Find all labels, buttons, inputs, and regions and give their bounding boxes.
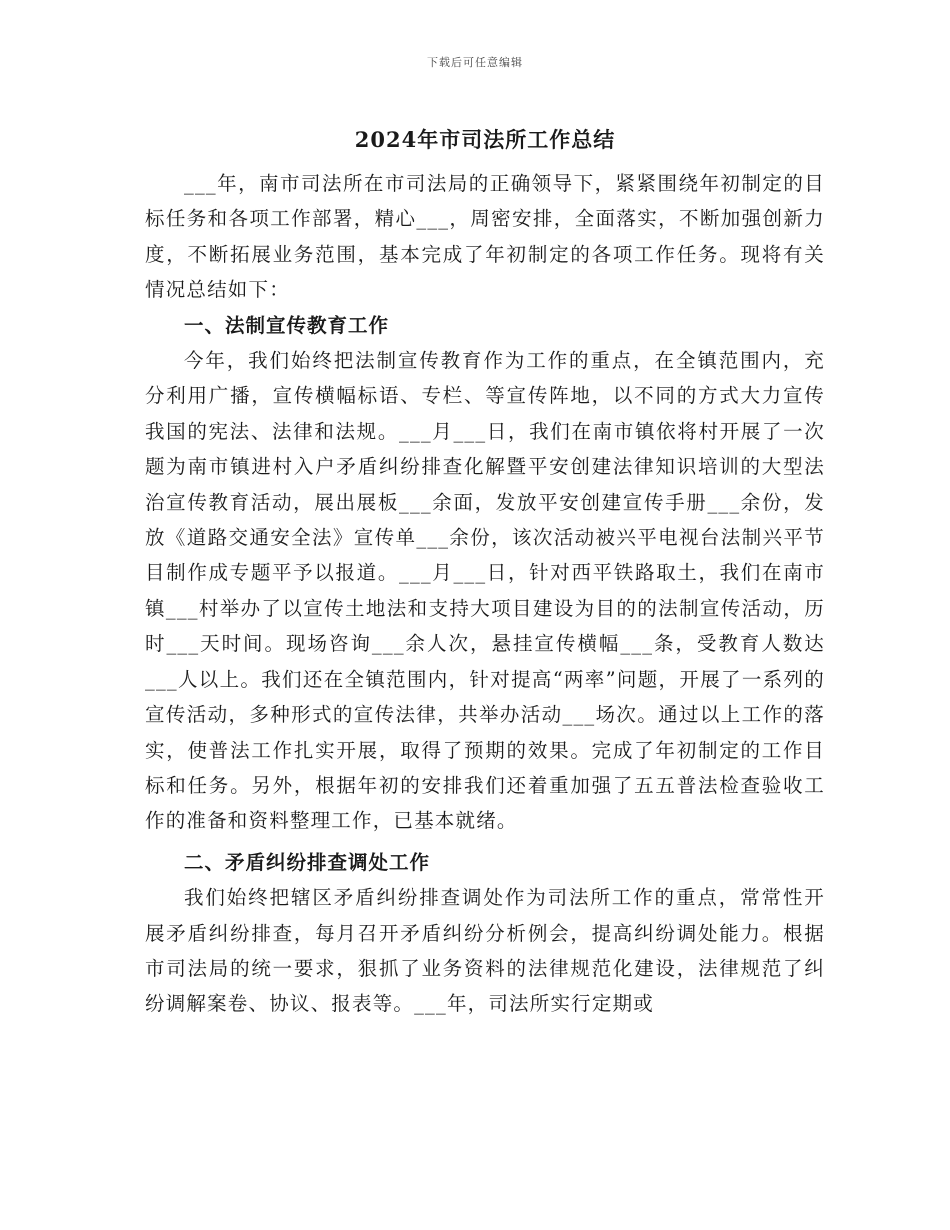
section-1-heading: 一、法制宣传教育工作 — [184, 313, 390, 337]
document-title: 2024年市司法所工作总结 — [354, 127, 616, 152]
section-2-heading: 二、矛盾纠纷排查调处工作 — [184, 850, 431, 874]
section-2-paragraph: 我们始终把辖区矛盾纠纷排查调处作为司法所工作的重点，常常性开展矛盾纠纷排查，每月召开矛盾纠纷分析例会，提高纠纷调处能力。根据市司法局的统一要求，狠抓了业务资料的法律规范化建设，法律规范了纠纷调解案卷、协议、报表等。___年，司法所实行定期或 — [145, 886, 825, 1016]
intro-paragraph: ___年，南市司法所在市司法局的正确领导下，紧紧围绕年初制定的目标任务和各项工作部署，精心___，周密安排，全面落实，不断加强创新力度，不断拓展业务范围，基本完成了年初制定的各项工作任务。现将有关情况总结如下： — [145, 172, 825, 302]
section-1-paragraph: 今年，我们始终把法制宣传教育作为工作的重点，在全镇范围内，充分利用广播，宣传横幅标语、专栏、等宣传阵地，以不同的方式大力宣传我国的宪法、法律和法规。___月___日，我们在南市镇依将村开展了一次题为南市镇进村入户矛盾纠纷排查化解暨平安创建法律知识培训的大型法治宣传教育活动，展出展板___余面，发放平安创建宣传手册___余份，发放《道路交通安全法》宣传单___余份，该次活动被兴平电视台法制兴平节目制作成专题平予以报道。___月___日，针对西平铁路取土，我们在南市镇___村举办了以宣传土地法和支持大项目建设为目的的法制宣传活动，历时___天时间。现场咨询___余人次，悬挂宣传横幅___条，受教育人数达___人以上。我们还在全镇范围内，针对提高“两率”问题，开展了一系列的宣传活动，多种形式的宣传法律，共举办活动___场次。通过以上工作的落实，使普法工作扎实开展，取得了预期的效果。完成了年初制定的工作目标和任务。另外，根据年初的安排我们还着重加强了五五普法检查验收工作的准备和资料整理工作，已基本就绪。 — [145, 349, 825, 833]
document-body — [145, 122, 825, 1022]
header-note: 下载后可任意编辑 — [427, 56, 523, 69]
